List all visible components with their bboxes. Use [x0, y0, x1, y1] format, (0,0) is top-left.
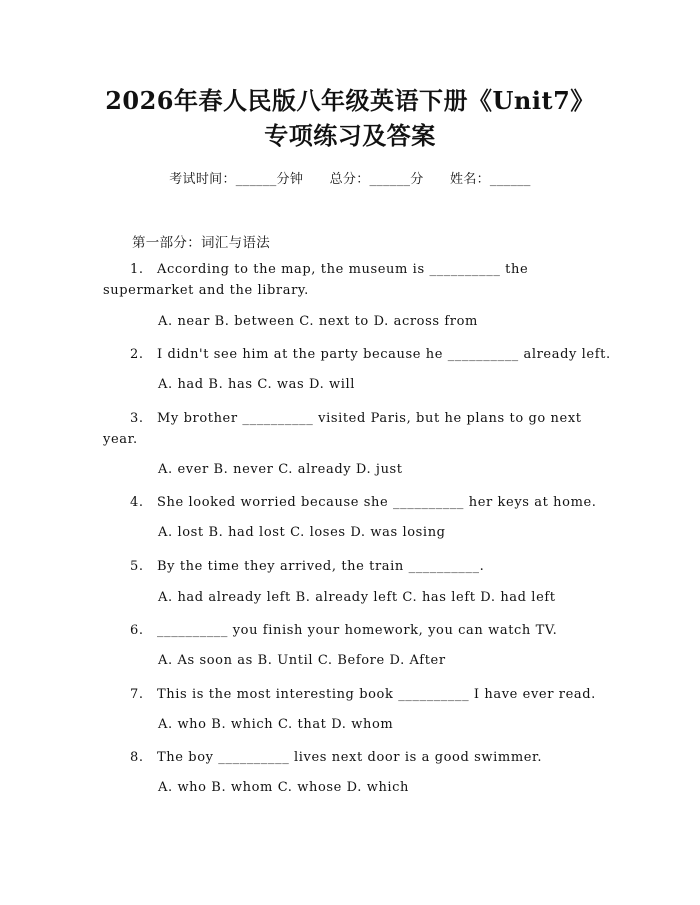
total-score-field: 总分：______分 — [329, 172, 424, 187]
question-text: My brother __________ visited Paris, but he plans to go next year. — [103, 411, 582, 447]
question-text: This is the most interesting book __________ I have ever read. — [157, 687, 596, 702]
question-number: 7. — [130, 687, 144, 702]
question-number: 4. — [130, 495, 144, 510]
question-text: I didn't see him at the party because he __________ already left. — [157, 347, 611, 362]
question-3 — [103, 408, 618, 450]
exam-time-field: 考试时间：______分钟 — [169, 172, 304, 187]
question-number: 2. — [130, 347, 144, 362]
student-name-field: 姓名：______ — [450, 172, 531, 187]
question-5 — [103, 556, 618, 577]
page-subtitle: 专项练习及答案 — [264, 121, 436, 150]
question-4-options: A. lost B. had lost C. loses D. was losing — [158, 525, 446, 540]
question-text: __________ you finish your homework, you can watch TV. — [157, 623, 558, 638]
question-8-options: A. who B. whom C. whose D. which — [158, 780, 410, 795]
exam-info-line — [0, 168, 700, 187]
question-number: 5. — [130, 559, 144, 574]
question-2 — [103, 344, 618, 365]
question-6 — [103, 620, 618, 641]
page-title: 2026年春人民版八年级英语下册《Unit7》 — [105, 86, 595, 115]
question-number: 8. — [130, 750, 144, 765]
question-4 — [103, 492, 618, 513]
question-8 — [103, 747, 618, 768]
question-text: By the time they arrived, the train __________. — [157, 559, 485, 574]
question-2-options: A. had B. has C. was D. will — [158, 377, 356, 392]
question-text: She looked worried because she __________ her keys at home. — [157, 495, 597, 510]
question-text: The boy __________ lives next door is a good swimmer. — [157, 750, 543, 765]
section-heading: 第一部分：词汇与语法 — [132, 235, 270, 251]
question-7-options: A. who B. which C. that D. whom — [158, 717, 394, 732]
question-3-options: A. ever B. never C. already D. just — [158, 462, 403, 477]
question-number: 3. — [130, 411, 144, 426]
question-6-options: A. As soon as B. Until C. Before D. After — [158, 653, 446, 668]
question-number: 1. — [130, 262, 144, 277]
question-5-options: A. had already left B. already left C. has left D. had left — [158, 590, 556, 605]
question-number: 6. — [130, 623, 144, 638]
question-text: According to the map, the museum is __________ the supermarket and the library. — [103, 262, 529, 298]
question-1-options: A. near B. between C. next to D. across from — [158, 314, 478, 329]
question-7 — [103, 684, 618, 705]
question-1 — [103, 259, 618, 301]
